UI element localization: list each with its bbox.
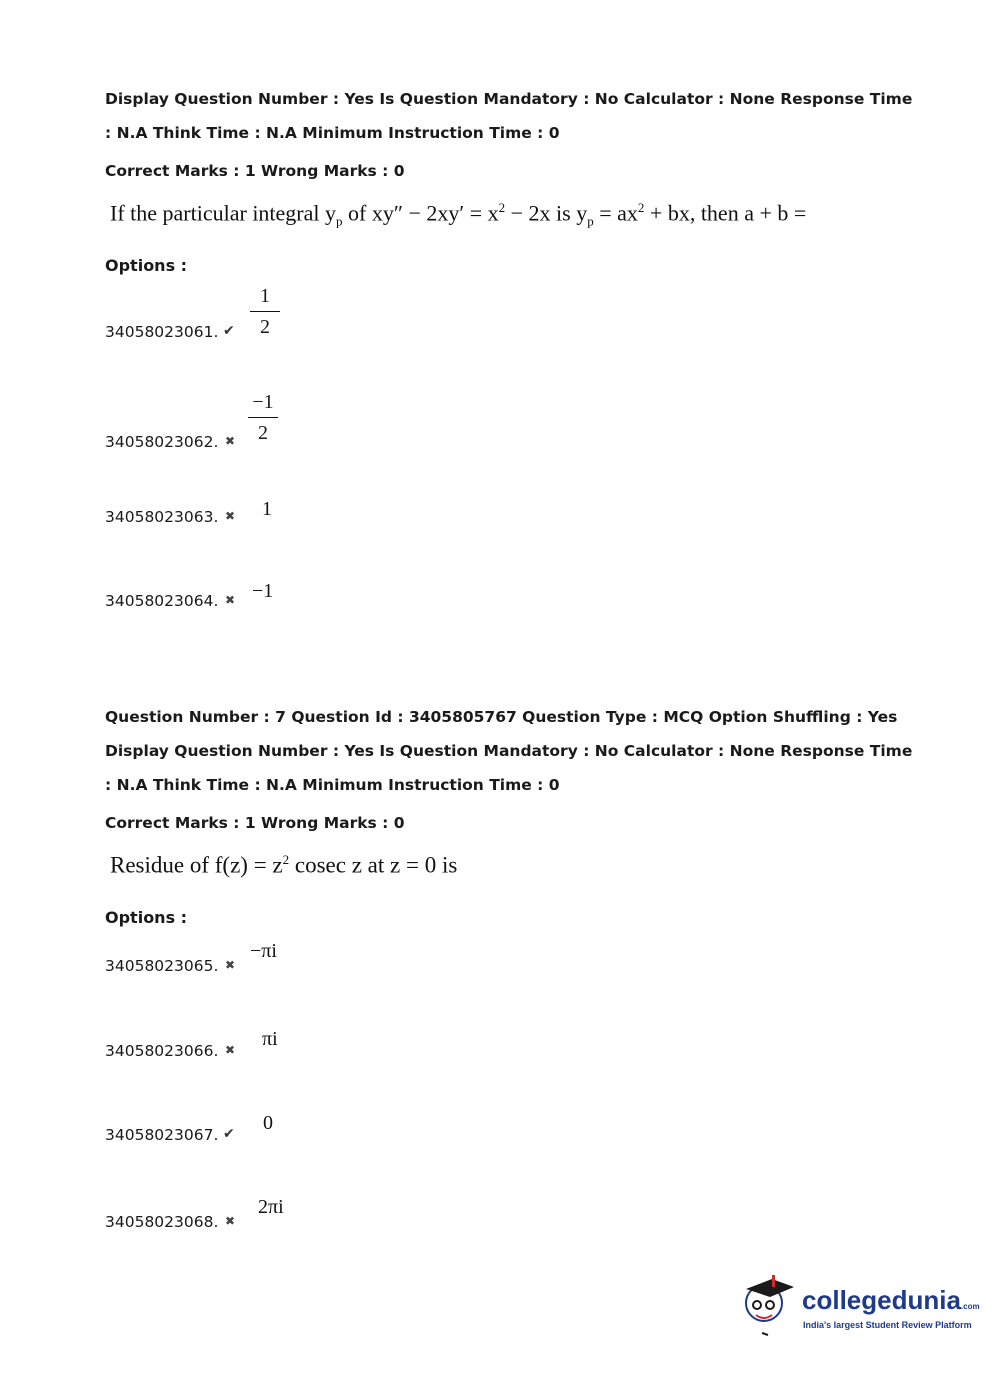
check-icon: ✔: [223, 1126, 235, 1142]
question-text: Residue of $f(z) = z^2$ cosec z at z = 0 is: [110, 852, 458, 878]
marks-line: Correct Marks : 1 Wrong Marks : 0: [105, 162, 405, 180]
question-meta-line: : N.A Think Time : N.A Minimum Instruction Time : 0: [105, 776, 560, 794]
option-id: 34058023067.: [105, 1126, 219, 1144]
option-id: 34058023068.: [105, 1213, 219, 1231]
cross-icon: ✖: [225, 593, 236, 607]
logo-tagline: India's largest Student Review Platform: [803, 1320, 972, 1330]
option-id: 34058023066.: [105, 1042, 219, 1060]
cross-icon: ✖: [225, 1214, 236, 1228]
options-label: Options :: [105, 908, 188, 927]
option-value: 0: [263, 1112, 273, 1134]
options-label: Options :: [105, 256, 188, 275]
option-id: 34058023064.: [105, 592, 219, 610]
option-value: 1: [262, 498, 272, 520]
question-text: If the particular integral $y_p$ of $xy'' - 2xy' = x^2 - 2x$ is $y_p = ax^2$ + bx, then a + b =: [110, 200, 807, 229]
question-meta-line: Display Question Number : Yes Is Question Mandatory : No Calculator : None Response Time: [105, 90, 913, 108]
question-meta-line: Question Number : 7 Question Id : 3405805767 Question Type : MCQ Option Shuffling : Yes: [105, 708, 898, 726]
cross-icon: ✖: [225, 434, 236, 448]
option-id: 34058023061.: [105, 323, 219, 341]
question-meta-line: : N.A Think Time : N.A Minimum Instruction Time : 0: [105, 124, 560, 142]
cross-icon: ✖: [225, 958, 236, 972]
marks-line: Correct Marks : 1 Wrong Marks : 0: [105, 814, 405, 832]
cross-icon: ✖: [225, 509, 236, 523]
option-id: 34058023063.: [105, 508, 219, 526]
option-value: πi: [262, 1028, 278, 1050]
option-id: 34058023065.: [105, 957, 219, 975]
option-value: −1: [252, 580, 274, 602]
option-value: −πi: [250, 940, 277, 962]
option-value: 2πi: [258, 1196, 284, 1218]
logo-wordmark: collegedunia.com: [802, 1285, 980, 1315]
check-icon: ✔: [223, 323, 235, 339]
option-fraction: 1 2: [250, 284, 280, 339]
option-id: 34058023062.: [105, 433, 219, 451]
cross-icon: ✖: [225, 1043, 236, 1057]
option-fraction: −1 2: [248, 390, 278, 445]
question-meta-line: Display Question Number : Yes Is Question Mandatory : No Calculator : None Response Time: [105, 742, 913, 760]
